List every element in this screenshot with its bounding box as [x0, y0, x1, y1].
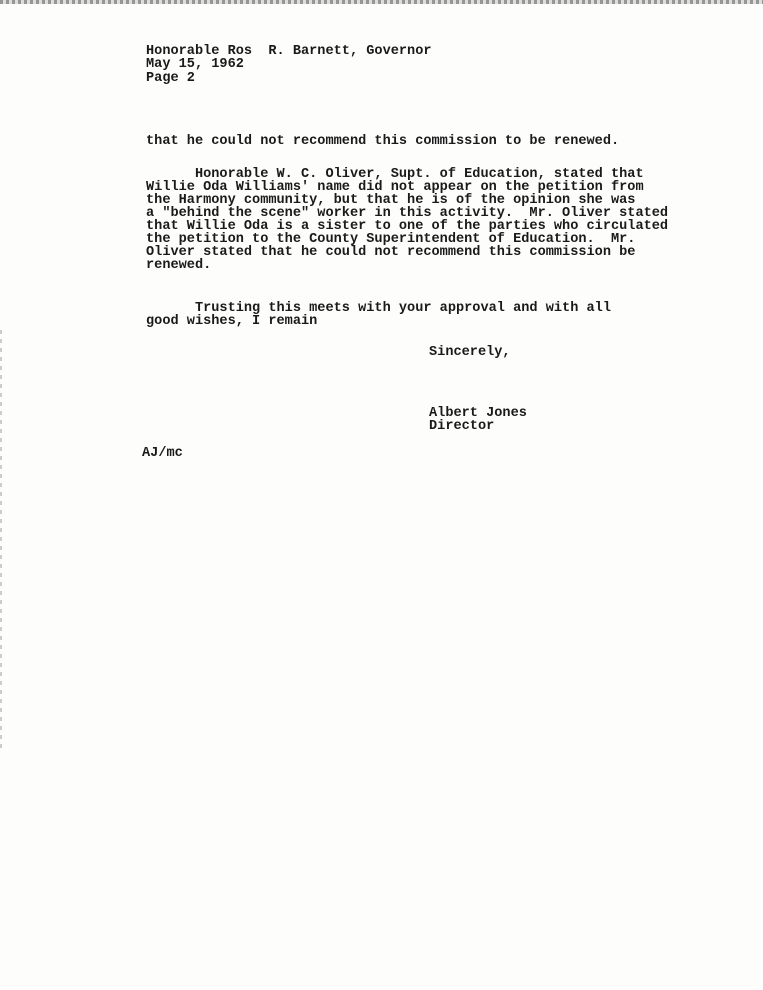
page-number: Page 2 — [146, 71, 195, 86]
top-edge-scan-artifact — [0, 0, 763, 4]
paragraph-2-line-7: Oliver stated that he could not recommend this commission be — [146, 245, 636, 260]
paragraph-2-line-5: that Willie Oda is a sister to one of the parties who circulated — [146, 219, 669, 234]
paragraph-1-line-1: that he could not recommend this commission to be renewed. — [146, 134, 620, 149]
closing-salutation: Sincerely, — [429, 345, 511, 360]
paragraph-2-line-1: Honorable W. C. Oliver, Supt. of Education, stated that — [146, 167, 644, 182]
left-edge-scan-artifact — [0, 330, 2, 750]
reference-initials: AJ/mc — [142, 446, 183, 461]
paragraph-2-line-6: the petition to the County Superintendent of Education. Mr. — [146, 232, 636, 247]
paragraph-2-line-3: the Harmony community, but that he is of the opinion she was — [146, 193, 636, 208]
paragraph-3-line-1: Trusting this meets with your approval and with all — [146, 301, 611, 316]
paragraph-2-line-8: renewed. — [146, 258, 212, 273]
paragraph-2-line-4: a "behind the scene" worker in this activity. Mr. Oliver stated — [146, 206, 669, 221]
signatory-title: Director — [429, 419, 495, 434]
letter-date: May 15, 1962 — [146, 57, 244, 72]
signatory-name: Albert Jones — [429, 406, 527, 421]
paragraph-3-line-2: good wishes, I remain — [146, 314, 318, 329]
addressee-line: Honorable Ros R. Barnett, Governor — [146, 44, 432, 59]
paragraph-2-line-2: Willie Oda Williams' name did not appear on the petition from — [146, 180, 644, 195]
